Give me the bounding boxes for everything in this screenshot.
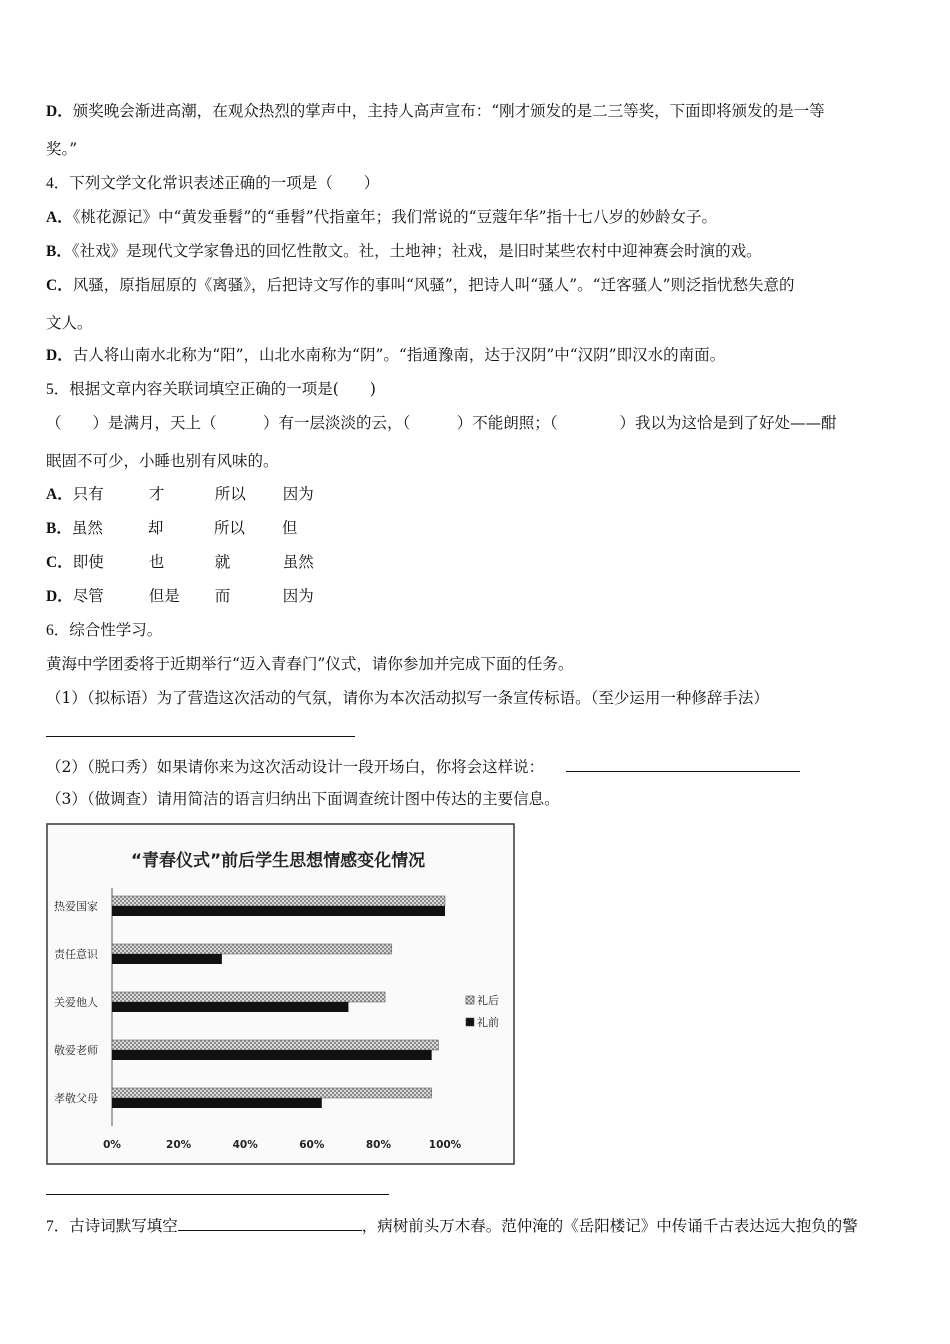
question-number: 6． bbox=[46, 622, 70, 639]
question-text-a: 古诗词默写填空 bbox=[69, 1217, 178, 1235]
bar-after-2 bbox=[112, 992, 385, 1002]
q5-option-a bbox=[46, 484, 314, 505]
question-text: 综合性学习。 bbox=[69, 621, 163, 639]
chart-title: “青春仪式”前后学生思想情感变化情况 bbox=[130, 851, 426, 871]
option-text: 《桃花源记》中“黄发垂髫”的“垂髫”代指童年；我们常说的“豆蔻年华”指十七八岁的妙龄女子。 bbox=[72, 208, 718, 226]
option-text: 《社戏》是现代文学家鲁迅的回忆性散文。社，土地神；社戏，是旧时某些农村中迎神赛会时演的戏。 bbox=[71, 242, 762, 260]
option-word: 才 bbox=[148, 485, 165, 503]
option-word: 但 bbox=[281, 519, 298, 537]
answer-line-poem[interactable] bbox=[178, 1214, 362, 1231]
option-word: 也 bbox=[148, 553, 165, 571]
question-number: 5． bbox=[46, 381, 70, 398]
x-tick-label: 20% bbox=[166, 1139, 192, 1151]
legend-label: 礼前 bbox=[477, 1016, 499, 1029]
option-letter: D． bbox=[46, 588, 73, 605]
option-letter: D． bbox=[46, 347, 73, 364]
q6-task3: （3）（做调查）请用简洁的语言归纳出下面调查统计图中传达的主要信息。 bbox=[46, 790, 560, 808]
option-letter: C． bbox=[46, 554, 73, 571]
option-word: 所以 bbox=[214, 485, 246, 503]
bar-after-4 bbox=[112, 1088, 432, 1098]
q4-option-d bbox=[46, 345, 725, 366]
bar-before-4 bbox=[112, 1098, 322, 1108]
option-text: 颁奖晚会渐进高潮，在观众热烈的掌声中，主持人高声宣布：“刚才颁发的是二三等奖，下面即将颁发的是一等 bbox=[72, 102, 825, 120]
bar-before-1 bbox=[112, 954, 222, 964]
answer-line-task1[interactable] bbox=[46, 736, 355, 737]
option-word: 而 bbox=[214, 587, 231, 605]
category-label: 责任意识 bbox=[54, 948, 98, 961]
category-label: 孝敬父母 bbox=[54, 1092, 98, 1105]
question-6-stem bbox=[46, 620, 162, 641]
option-word: 即使 bbox=[72, 553, 104, 571]
option-word: 因为 bbox=[282, 587, 314, 605]
option-letter: A． bbox=[46, 209, 73, 226]
option-letter: B． bbox=[46, 243, 72, 260]
option-letter: B． bbox=[46, 520, 72, 537]
question-number: 7． bbox=[46, 1218, 70, 1235]
question-text-b: ，病树前头万木春。范仲淹的《岳阳楼记》中传诵千古表达远大抱负的警 bbox=[361, 1217, 858, 1235]
question-7 bbox=[46, 1214, 858, 1237]
option-word: 虽然 bbox=[282, 553, 314, 571]
bar-before-3 bbox=[112, 1050, 432, 1060]
q4-option-c-cont: 文人。 bbox=[46, 314, 93, 332]
category-label: 关爱他人 bbox=[54, 996, 98, 1009]
q6-task1: （1）（拟标语）为了营造这次活动的气氛，请你为本次活动拟写一条宣传标语。（至少运用一种修辞手法） bbox=[46, 689, 769, 707]
bar-after-3 bbox=[112, 1040, 438, 1050]
x-tick-label: 0% bbox=[103, 1139, 121, 1151]
q3-option-d-line2: 奖。” bbox=[46, 140, 78, 158]
option-word: 虽然 bbox=[71, 519, 103, 537]
option-letter: C． bbox=[46, 277, 73, 294]
survey-chart bbox=[46, 822, 516, 1166]
q5-passage-line2: 眠固不可少，小睡也别有风味的。 bbox=[46, 452, 279, 470]
question-number: 4． bbox=[46, 175, 70, 192]
x-tick-label: 40% bbox=[232, 1139, 258, 1151]
answer-line-task2[interactable] bbox=[566, 755, 800, 772]
option-text: 风骚，原指屈原的《离骚》，后把诗文写作的事叫“风骚”，把诗人叫“骚人”。“迁客骚人”则泛指忧愁失意的 bbox=[72, 276, 795, 294]
legend-swatch bbox=[466, 996, 474, 1004]
legend-label: 礼后 bbox=[477, 994, 499, 1007]
legend-swatch bbox=[466, 1018, 474, 1026]
category-label: 热爱国家 bbox=[54, 900, 98, 913]
category-label: 敬爱老师 bbox=[54, 1044, 98, 1057]
x-tick-label: 80% bbox=[365, 1139, 391, 1151]
question-text: 下列文学文化常识表述正确的一项是（ ） bbox=[69, 174, 380, 192]
option-word: 所以 bbox=[213, 519, 245, 537]
option-word: 因为 bbox=[282, 485, 314, 503]
q5-option-c bbox=[46, 552, 314, 573]
task2-text: （2）（脱口秀）如果请你来为这次活动设计一段开场白，你将会这样说： bbox=[46, 758, 545, 776]
option-word: 只有 bbox=[72, 485, 104, 503]
option-word: 却 bbox=[147, 519, 164, 537]
q6-task2 bbox=[46, 755, 800, 777]
survey-chart-svg bbox=[46, 822, 516, 1166]
question-5-stem bbox=[46, 379, 376, 400]
q4-option-a bbox=[46, 207, 717, 228]
option-letter: D． bbox=[46, 103, 73, 120]
q4-option-b bbox=[46, 241, 762, 262]
answer-line-task3[interactable] bbox=[46, 1194, 389, 1195]
bar-after-0 bbox=[112, 896, 445, 906]
x-tick-label: 100% bbox=[428, 1139, 462, 1151]
q4-option-c bbox=[46, 275, 795, 296]
option-letter: A． bbox=[46, 486, 73, 503]
option-word: 就 bbox=[214, 553, 231, 571]
option-word: 但是 bbox=[148, 587, 180, 605]
bar-before-2 bbox=[112, 1002, 348, 1012]
question-4-stem bbox=[46, 173, 379, 194]
bar-before-0 bbox=[112, 906, 445, 916]
q5-option-d bbox=[46, 586, 314, 607]
q6-intro: 黄海中学团委将于近期举行“迈入青春门”仪式，请你参加并完成下面的任务。 bbox=[46, 655, 574, 673]
option-word: 尽管 bbox=[72, 587, 104, 605]
x-tick-label: 60% bbox=[299, 1139, 325, 1151]
option-text: 古人将山南水北称为“阳”，山北水南称为“阴”。“指通豫南，达于汉阴”中“汉阴”即汉水的南面。 bbox=[72, 346, 726, 364]
q3-option-d-line1 bbox=[46, 101, 825, 122]
q5-option-b bbox=[46, 518, 297, 539]
question-text: 根据文章内容关联词填空正确的一项是( ) bbox=[69, 380, 376, 398]
bar-after-1 bbox=[112, 944, 392, 954]
q5-passage-line1: （ ）是满月，天上（ ）有一层淡淡的云，（ ）不能朗照；（ ）我以为这恰是到了好处——酣 bbox=[46, 414, 837, 432]
